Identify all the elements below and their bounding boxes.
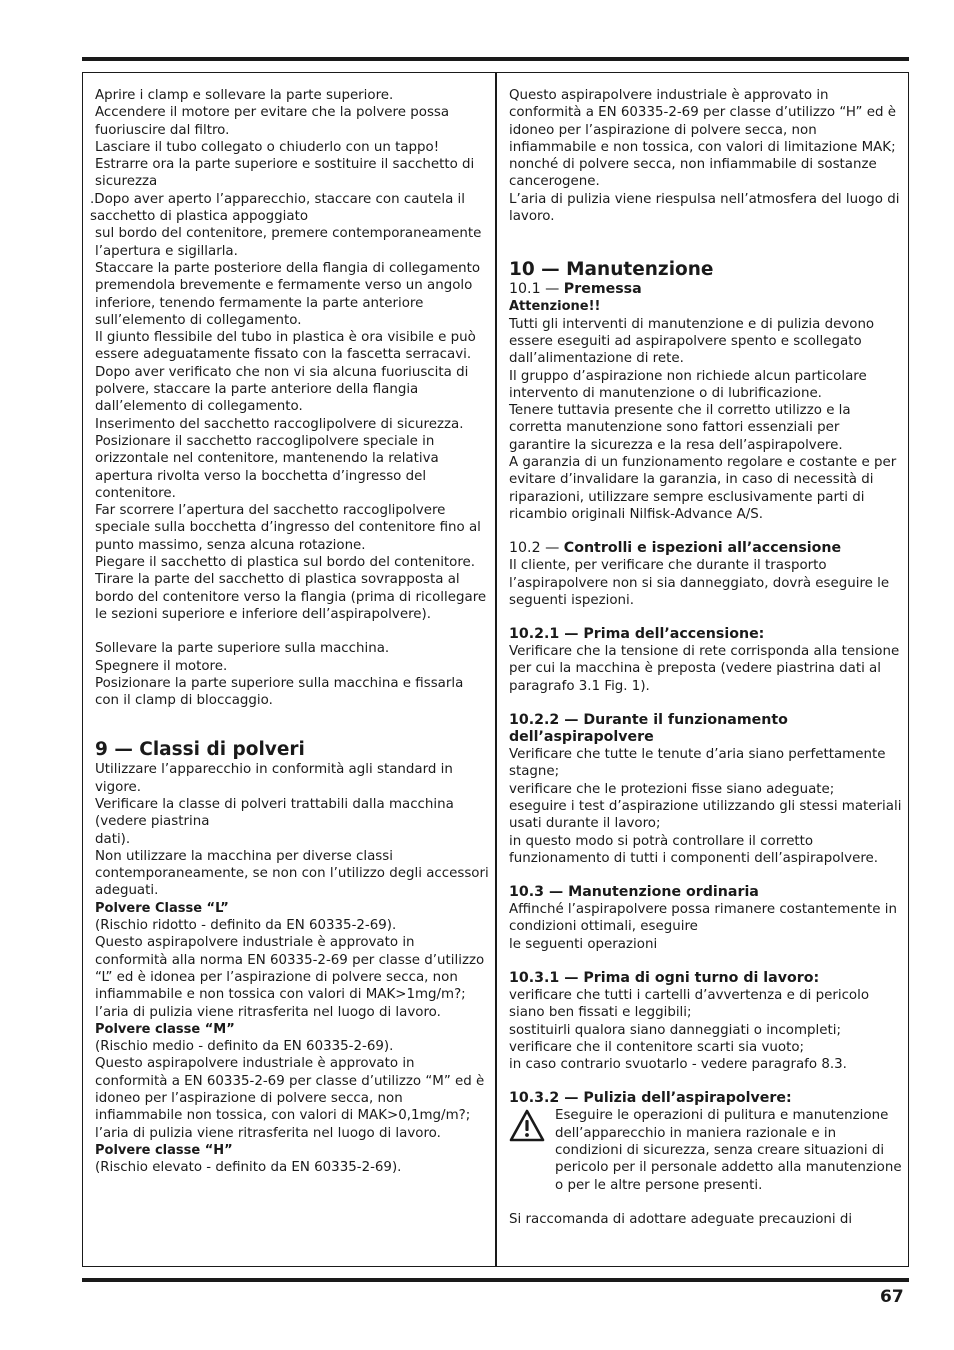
section-10-3-title: Manutenzione ordinaria [568, 884, 759, 901]
section-10-1-title: Premessa [563, 281, 642, 298]
section-10-3-1-heading [509, 970, 904, 987]
bottom-rule [82, 1278, 909, 1282]
warning-triangle-icon [509, 1107, 553, 1147]
paragraph: Posizionare il sacchetto raccoglipolvere speciale in orizzontale nel contenitore, mantenendo la relativa apertura rivolta verso la bocchetta d’ingresso del contenitore. [95, 433, 439, 501]
section-10-2-1-title: Prima dell’accensione: [583, 626, 765, 643]
section-number: 10.1 — [509, 281, 564, 298]
paragraph: Questo aspirapolvere industriale è approvato in conformità alla norma EN 60335-2-69 per classe d’utilizzo “L” ed è idonea per l’aspirazione di polvere secca, non infiammabile e non tossica con valori di MAK>1mg/m?; l’aria di pulizia viene ritrasferita nel luogo di lavoro. [95, 935, 485, 1020]
paragraph: sostituirli qualora siano danneggiati o incompleti; [509, 1022, 841, 1038]
paragraph: Sollevare la parte superiore sulla macchina. [95, 641, 390, 657]
paragraph: Spegnere il motore. [95, 658, 228, 674]
paragraph: Inserimento del sacchetto raccoglipolvere di sicurezza. [95, 416, 464, 432]
paragraph: verificare che il contenitore scarti sia vuoto; [509, 1039, 805, 1055]
paragraph: Verificare che tutte le tenute d’aria siano perfettamente stagne; [509, 747, 886, 780]
paragraph: Posizionare la parte superiore sulla macchina e fissarla con il clamp di bloccaggio. [95, 675, 464, 709]
paragraph: Accendere il motore per evitare che la polvere possa fuoriuscire dal filtro. [95, 105, 450, 138]
warning-block [509, 1107, 904, 1193]
paragraph: Questo aspirapolvere industriale è approvato in conformità a EN 60335-2-69 per classe d’utilizzo “H” ed è idoneo per l’aspirazione di polvere secca, non infiammabile e non tossica, con valori di limitazione MAK; nonché di polvere secca, non infiammabile di sostanze cancerogene. [509, 88, 896, 190]
right-column [509, 87, 904, 1228]
section-10-2-2-heading [509, 712, 904, 746]
paragraph: Non utilizzare la macchina per diverse classi contemporaneamente, se non con l’utilizzo degli accessori adeguati. [95, 848, 489, 899]
paragraph: L’aria di pulizia viene riespulsa nell’atmosfera del luogo di lavoro. [509, 191, 900, 225]
paragraph: Si raccomanda di adottare adeguate precauzioni di [509, 1211, 853, 1227]
left-column [90, 87, 490, 1177]
intro-paragraphs [90, 87, 490, 623]
paragraph: le seguenti operazioni [509, 936, 658, 952]
paragraph: Questo aspirapolvere industriale è approvato in conformità a EN 60335-2-69 per classe d’utilizzo “M” ed è idoneo per l’aspirazione di polvere secca, non infiammabile non tossica, con valori di MAK>0,1mg/m?; l’aria di pulizia viene ritrasferita nel luogo di lavoro. [95, 1056, 485, 1141]
paragraph: in caso contrario svuotarlo - vedere paragrafo 8.3. [509, 1057, 847, 1073]
attention-label: Attenzione!! [509, 299, 601, 315]
section-10-2-1-heading [509, 626, 904, 643]
paragraph: Estrarre ora la parte superiore e sostituire il sacchetto di sicurezza [95, 157, 475, 190]
paragraph: sul bordo del contenitore, premere contemporaneamente l’apertura e sigillarla. [95, 226, 482, 259]
paragraph: eseguire i test d’aspirazione utilizzando gli stessi materiali usati durante il lavoro; [509, 798, 902, 832]
section-10-3-2-heading [509, 1090, 904, 1107]
paragraph: verificare che le protezioni fisse siano adeguate; [509, 781, 835, 797]
paragraph: dati). [95, 831, 131, 847]
paragraph: Il cliente, per verificare che durante il trasporto l’aspirapolvere non si sia danneggiato, dovrà eseguire le seguenti ispezioni. [509, 558, 890, 608]
paragraph: A garanzia di un funzionamento regolare e costante e per evitare d’invalidare la garanzia, in caso di necessità di riparazioni, utilizzare sempre esclusivamente parti di ricambio originali Nilfisk-Advance A/S. [509, 455, 897, 522]
paragraph: Aprire i clamp e sollevare la parte superiore. [95, 88, 394, 103]
section-10-2-2-title: Durante il funzionamento dell’aspirapolvere [509, 712, 788, 746]
paragraph: Piegare il sacchetto di plastica sul bordo del contenitore. [95, 555, 476, 571]
section-10-1-heading [509, 281, 904, 298]
content-frame [82, 72, 909, 1267]
section-10-title: 10 — Manutenzione [509, 259, 714, 281]
paragraph: Il gruppo d’aspirazione non richiede alcun particolare intervento di manutenzione o di lubrificazione. [509, 368, 867, 401]
paragraph: Far scorrere l’apertura del sacchetto raccoglipolvere speciale sulla bocchetta d’ingresso del contenitore fino al punto massimo, senza alcuna rotazione. [95, 503, 481, 553]
warning-text: Eseguire le operazioni di pulitura e manutenzione dell’apparecchio in maniera razionale e in condizioni di sicurezza, senza creare situazioni di pericolo per il personale addetto alla manutenzione o per le altre persone presenti. [555, 1108, 902, 1193]
section-number: 10.3 — [509, 884, 569, 901]
paragraph: Affinché l’aspirapolvere possa rimanere costantemente in condizioni ottimali, eseguire [509, 902, 898, 935]
section-10-2-title: Controlli e ispezioni all’accensione [563, 540, 842, 557]
paragraph: (Rischio elevato - definito da EN 60335-2-69). [95, 1160, 402, 1176]
section-10-3-2-title: Pulizia dell’aspirapolvere: [583, 1090, 792, 1107]
class-h-title: Polvere classe “H” [95, 1142, 233, 1158]
class-l-title: Polvere Classe “L” [95, 900, 229, 916]
section-10-3-heading [509, 884, 904, 901]
paragraph: Tenere tuttavia presente che il corretto utilizzo e la corretta manutenzione sono fattori essenziali per garantire la sicurezza e la resa dell’aspirapolvere. [509, 403, 851, 453]
paragraph: Verificare che la tensione di rete corrisponda alla tensione per cui la macchina è preposta (vedere piastrina dati al paragrafo 3.1 Fig. 1). [509, 644, 900, 694]
paragraph: verificare che tutti i cartelli d’avvertenza e di pericolo siano ben fissati e leggibili; [509, 987, 870, 1021]
section-10-2-heading [509, 540, 904, 557]
section-number: 10.2.1 — [509, 626, 584, 643]
closing-paragraphs [95, 640, 490, 709]
paragraph: in questo modo si potrà controllare il corretto funzionamento di tutti i componenti dell’aspirapolvere. [509, 833, 879, 866]
paragraph: Il giunto flessibile del tubo in plastica è ora visibile e può essere adeguatamente fissato con la fascetta serracavi. [95, 330, 476, 363]
column-divider [495, 73, 497, 1266]
page-number: 67 [880, 1287, 904, 1307]
section-9-title: 9 — Classi di polveri [95, 739, 305, 761]
paragraph: (Rischio medio - definito da EN 60335-2-69). [95, 1039, 394, 1055]
section-number: 10.2 — [509, 540, 564, 557]
paragraph: Utilizzare l’apparecchio in conformità agli standard in vigore. [95, 762, 453, 795]
section-number: 10.3.1 — [509, 969, 584, 986]
paragraph: .Dopo aver aperto l’apparecchio, staccare con cautela il sacchetto di plastica appoggiato [90, 191, 465, 225]
section-number: 10.2.2 — [509, 712, 584, 729]
paragraph: Verificare la classe di polveri trattabili dalla macchina (vedere piastrina [95, 796, 454, 830]
paragraph: Staccare la parte posteriore della flangia di collegamento premendola brevemente e fermamente verso un angolo inferiore, tenendo fermamente la parte anteriore sull’elemento di collegamento. [95, 260, 481, 328]
paragraph: Tirare la parte del sacchetto di plastica sovrapposta al bordo del contenitore verso la flangia (prima di ricollegare le sezioni superiore e inferiore dell’aspirapolvere). [95, 572, 487, 622]
section-10-3-1-title: Prima di ogni turno di lavoro: [583, 969, 820, 986]
section-number: 10.3.2 — [509, 1090, 584, 1107]
paragraph: Tutti gli interventi di manutenzione e di pulizia devono essere eseguiti ad aspirapolvere spento e scollegato dall’alimentazione di rete. [509, 316, 875, 367]
paragraph: Dopo aver verificato che non vi sia alcuna fuoriuscita di polvere, staccare la parte anteriore della flangia dall’elemento di collegamento. [95, 364, 469, 415]
class-m-title: Polvere classe “M” [95, 1021, 235, 1037]
top-rule [82, 57, 909, 61]
paragraph: (Rischio ridotto - definito da EN 60335-2-69). [95, 918, 397, 934]
paragraph: Lasciare il tubo collegato o chiuderlo con un tappo! [95, 139, 440, 155]
